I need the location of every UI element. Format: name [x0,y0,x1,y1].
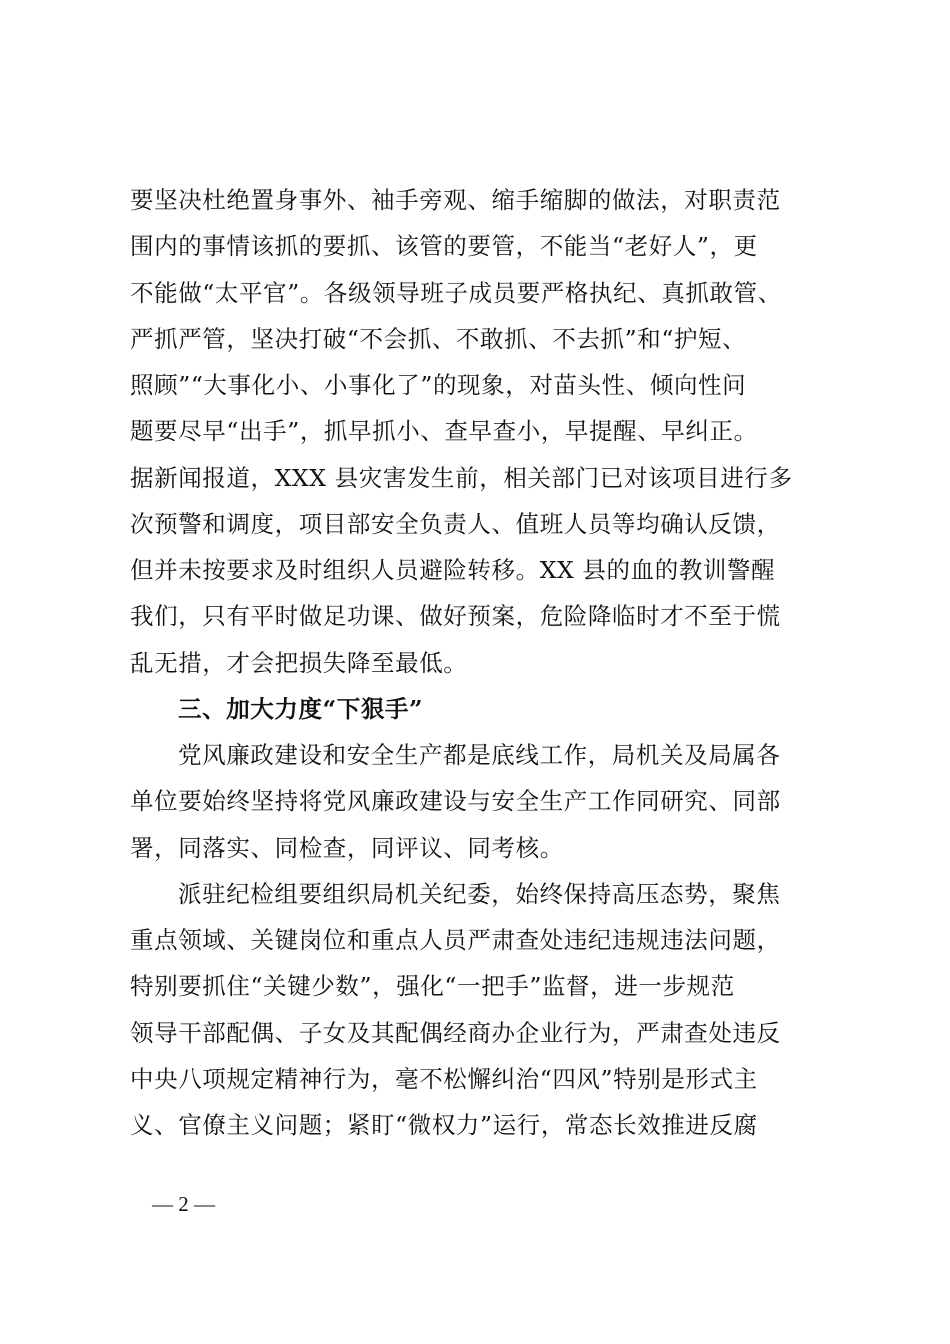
body-text-line: 题要尽早“出手”，抓早抓小、查早查小，早提醒、早纠正。 [130,417,758,445]
body-text-line: 派驻纪检组要组织局机关纪委，始终保持高压态势，聚焦 [178,880,781,908]
body-text-line: 领导干部配偶、子女及其配偶经商办企业行为，严肃查处违反 [130,1019,781,1047]
body-text-line: 义、官僚主义问题；紧盯“微权力”运行，常态长效推进反腐 [130,1111,758,1139]
body-text-line: 次预警和调度，项目部安全负责人、值班人员等均确认反馈， [130,510,781,538]
body-text-line: 要坚决杜绝置身事外、袖手旁观、缩手缩脚的做法，对职责范 [130,186,781,214]
body-text-line: 据新闻报道，XXX 县灾害发生前，相关部门已对该项目进行多 [130,464,793,492]
section-heading: 三、加大力度“下狠手” [178,695,424,723]
body-text-line: 重点领域、关键岗位和重点人员严肃查处违纪违规违法问题， [130,926,781,954]
body-text-line: 中央八项规定精神行为，毫不松懈纠治“四风”特别是形式主 [130,1065,758,1093]
body-text-line: 署，同落实、同检查，同评议、同考核。 [130,834,564,862]
body-text-line: 我们，只有平时做足功课、做好预案，危险降临时才不至于慌 [130,602,781,630]
body-text-line: 不能做“太平官”。各级领导班子成员要严格执纪、真抓敢管、 [130,279,782,307]
body-text-line: 围内的事情该抓的要抓、该管的要管，不能当“老好人”，更 [130,232,758,260]
body-text-line: 党风廉政建设和安全生产都是底线工作，局机关及局属各 [178,741,781,769]
body-text-line: 但并未按要求及时组织人员避险转移。XX 县的血的教训警醒 [130,556,776,584]
body-text-line: 严抓严管，坚决打破“不会抓、不敢抓、不去抓”和“护短、 [130,325,747,353]
body-text-line: 乱无措，才会把损失降至最低。 [130,649,468,677]
body-text-line: 单位要始终坚持将党风廉政建设与安全生产工作同研究、同部 [130,787,781,815]
page-number: — 2 — [152,1192,215,1216]
body-text-line: 照顾”“大事化小、小事化了”的现象，对苗头性、倾向性问 [130,371,747,399]
body-text-line: 特别要抓住“关键少数”，强化“一把手”监督，进一步规范 [130,972,735,1000]
